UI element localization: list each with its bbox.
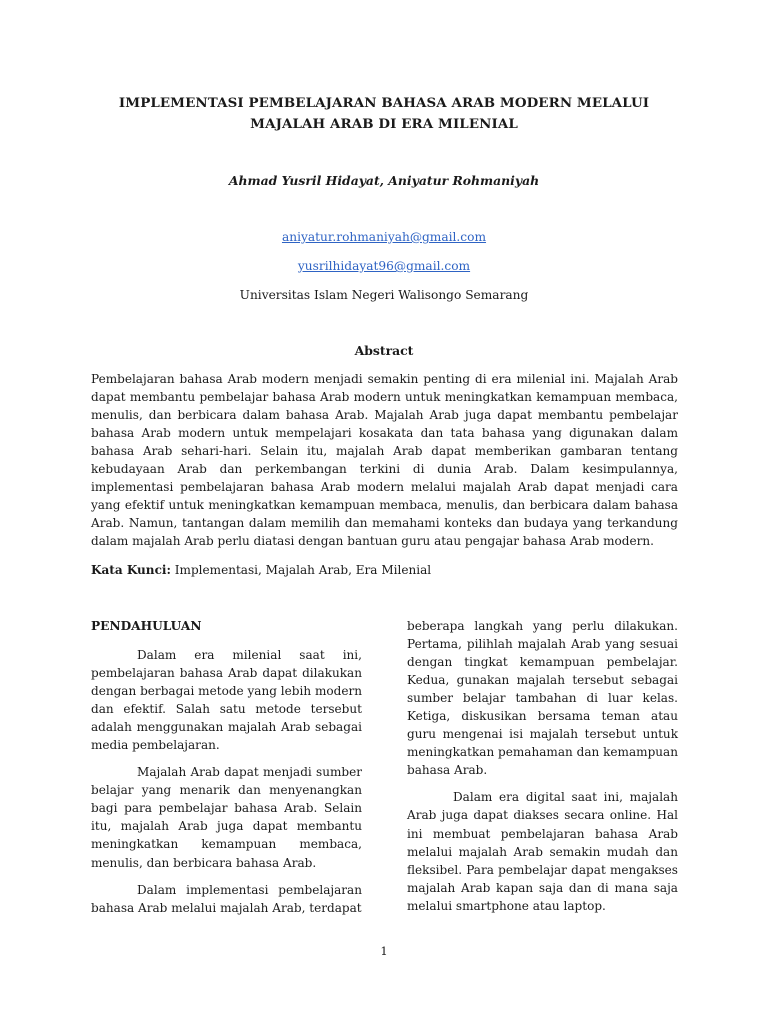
author-email-link-2[interactable]: yusrilhidayat96@gmail.com — [297, 259, 471, 273]
author-affiliation: Universitas Islam Negeri Walisongo Semarang — [239, 288, 529, 302]
page-number: 1 — [380, 944, 388, 958]
section-heading-pendahuluan: PENDAHULUAN — [91, 619, 202, 633]
keywords-values: Implementasi, Majalah Arab, Era Milenial — [174, 563, 432, 577]
left-column — [91, 617, 362, 926]
body-paragraph: Dalam era milenial saat ini, pembelajaran bahasa Arab dapat dilakukan dengan berbagai metode yang lebih modern dan efektif. Salah satu metode tersebut adalah menggunakan majalah Arab sebagai media pembelajaran. — [91, 648, 362, 753]
body-paragraph-continued: beberapa langkah yang perlu dilakukan. Pertama, pilihlah majalah Arab yang sesuai dengan tingkat kemampuan pembelajar. Kedua, gunakan majalah tersebut sebagai sumber belajar tambahan di luar kelas. Ketiga, diskusikan bersama teman atau guru mengenai isi majalah tersebut untuk meningkatkan pemahaman dan kemampuan bahasa Arab. — [407, 619, 678, 778]
paper-title: IMPLEMENTASI PEMBELAJARAN BAHASA ARAB MODERN MELALUI MAJALAH ARAB DI ERA MILENIAL — [118, 95, 650, 132]
body-paragraph: Dalam era digital saat ini, majalah Arab juga dapat diakses secara online. Hal ini membuat pembelajaran bahasa Arab melalui majalah Arab semakin mudah dan fleksibel. Para pembelajar dapat mengakses majalah Arab kapan saja dan di mana saja melalui smartphone atau laptop. — [407, 790, 678, 913]
keywords-label: Kata Kunci: — [91, 563, 171, 577]
body-paragraph: Majalah Arab dapat menjadi sumber belajar yang menarik dan menyenangkan bagi para pembelajar bahasa Arab. Selain itu, majalah Arab juga dapat membantu meningkatkan kemampuan membaca, menulis, dan berbicara bahasa Arab. — [91, 765, 362, 870]
paper-authors: Ahmad Yusril Hidayat, Aniyatur Rohmaniyah — [228, 173, 540, 188]
author-email-link-1[interactable]: aniyatur.rohmaniyah@gmail.com — [281, 230, 487, 244]
keywords-line — [91, 561, 678, 579]
abstract-heading: Abstract — [354, 343, 414, 358]
body-paragraph: Dalam implementasi pembelajaran bahasa Arab melalui majalah Arab, terdapat — [91, 882, 362, 915]
abstract-text: Pembelajaran bahasa Arab modern menjadi semakin penting di era milenial ini. Majalah Arab dapat membantu pembelajar bahasa Arab modern untuk meningkatkan kemampuan membaca, menulis, dan berbicara dalam bahasa Arab. Majalah Arab juga dapat membantu pembelajar bahasa Arab modern untuk mempelajari kosakata dan tata bahasa yang digunakan dalam bahasa Arab sehari-hari. Selain itu, majalah Arab dapat memberikan gambaran tentang kebudayaan Arab dan perkembangan terkini di dunia Arab. Dalam kesimpulannya, implementasi pembelajaran bahasa Arab modern melalui majalah Arab dapat menjadi cara yang efektif untuk meningkatkan kemampuan membaca, menulis, dan berbicara dalam bahasa Arab. Namun, tantangan dalam memilih dan memahami konteks dan budaya yang terkandung dalam majalah Arab perlu diatasi dengan bantuan guru atau pengajar bahasa Arab modern. — [91, 372, 678, 549]
right-column — [407, 617, 678, 924]
